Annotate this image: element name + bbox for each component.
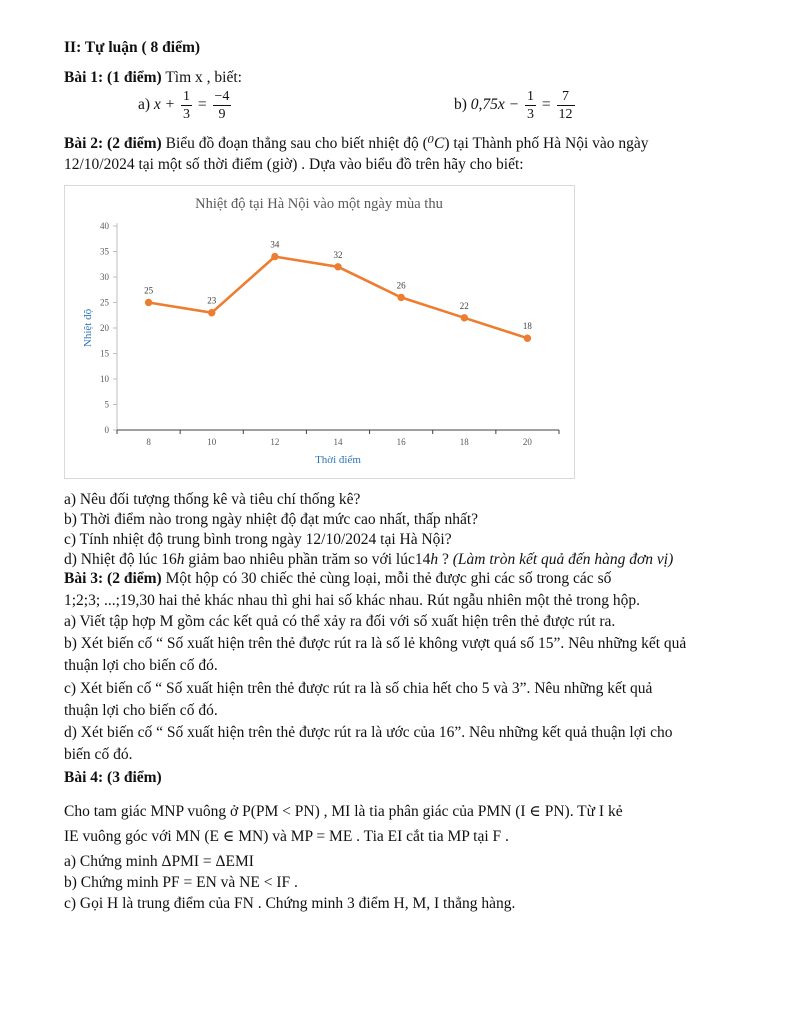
chart-y-axis-label: Nhiệt độ — [82, 308, 94, 348]
bai3-line5: thuận lợi cho biến cố đó. — [64, 657, 218, 674]
bai1-a-eq: = — [197, 96, 207, 114]
bai1-b-eq: = — [541, 96, 551, 114]
bai3-line6: c) Xét biến cố “ Số xuất hiện trên thẻ được rút ra là số chia hết cho 5 và 3”. Nêu những kết quả — [64, 680, 653, 697]
bai1-a-frac1: $\frac{1}{3}$ — [183, 89, 191, 122]
bai2-label: Bài 2: (2 điểm) — [64, 135, 162, 152]
chart-data-label: 23 — [207, 295, 217, 306]
chart-data-label: 18 — [522, 321, 532, 332]
chart-x-tick-label: 18 — [459, 437, 469, 447]
chart-y-tick-label: 20 — [100, 323, 109, 333]
bai3-line4: b) Xét biến cố “ Số xuất hiện trên thẻ được rút ra là số lẻ không vượt quá số 15”. Nêu những kết quả — [64, 635, 687, 652]
chart-data-label: 34 — [270, 239, 280, 250]
bai3-line9: biến cố đó. — [64, 746, 133, 763]
bai4-line3: a) Chứng minh ΔPMI = ΔEMI — [64, 853, 254, 870]
bai2-question-a: a) Nêu đối tượng thống kê và tiêu chí thống kê? — [64, 491, 361, 508]
bai3-line7: thuận lợi cho biến cố đó. — [64, 702, 218, 719]
bai4-line2: IE vuông góc với MN (E ∈ MN) và MP = ME . Tia EI cắt tia MP tại F . — [64, 828, 509, 845]
chart-x-axis-label: Thời điểm — [315, 454, 361, 466]
bai3-line2: 1;2;3; ...;19,30 hai thẻ khác nhau thì ghi hai số khác nhau. Rút ngẫu nhiên một thẻ trong hộp. — [64, 592, 640, 609]
bai2-text2: ) tại Thành phố Hà Nội vào ngày — [444, 135, 649, 152]
bai1-b-frac2: $\frac{7}{12}$ — [558, 89, 573, 122]
bai1-intro: Tìm x , biết: — [161, 69, 242, 86]
chart-marks — [100, 221, 559, 447]
chart-data-point — [524, 335, 530, 341]
bai1-label: Bài 1: (1 điểm) — [64, 69, 162, 86]
chart-data-label: 32 — [333, 249, 343, 260]
chart-y-tick-label: 10 — [100, 374, 109, 384]
chart-data-point — [145, 299, 151, 305]
bai3-line8: d) Xét biến cố “ Số xuất hiện trên thẻ được rút ra là ước của 16”. Nêu những kết quả thuận lợi cho — [64, 724, 673, 741]
temperature-line-chart-svg — [65, 186, 574, 478]
bai2-unit: ⁰C — [427, 135, 445, 152]
bai4-line4: b) Chứng minh PF = EN và NE < IF . — [64, 874, 298, 891]
section-title: II: Tự luận ( 8 điểm) — [64, 39, 201, 56]
temperature-chart — [64, 185, 575, 479]
chart-x-tick-label: 12 — [270, 437, 280, 447]
bai4-line5: c) Gọi H là trung điểm của FN . Chứng minh 3 điểm H, M, I thẳng hàng. — [64, 895, 516, 912]
chart-x-tick-label: 8 — [146, 437, 151, 447]
bai2-question-b: b) Thời điểm nào trong ngày nhiệt độ đạt mức cao nhất, thấp nhất? — [64, 511, 479, 528]
chart-data-point — [335, 264, 341, 270]
chart-y-tick-label: 0 — [104, 425, 109, 435]
chart-y-tick-label: 35 — [100, 246, 109, 257]
chart-y-tick-label: 40 — [100, 221, 109, 231]
bai3-label: Bài 3: (2 điểm) — [64, 570, 162, 587]
bai1-b-expr: 0,75x − — [470, 96, 520, 114]
bai1-equation-b — [454, 88, 577, 123]
bai2-question-c: c) Tính nhiệt độ trung bình trong ngày 12/10/2024 tại Hà Nội? — [64, 531, 452, 548]
bai1-a-frac2: $\frac{-4}{9}$ — [214, 89, 230, 122]
bai3-line3: a) Viết tập hợp M gồm các kết quả có thể xảy ra đối với số xuất hiện trên thẻ được rút ra. — [64, 613, 616, 630]
bai4-line1: Cho tam giác MNP vuông ở P(PM < PN) , MI là tia phân giác của PMN (I ∈ PN). Từ I kẻ — [64, 803, 623, 820]
chart-x-tick-label: 20 — [522, 437, 532, 447]
bai1-equation-a — [138, 88, 233, 123]
chart-data-label: 22 — [459, 300, 469, 311]
bai4-label: Bài 4: (3 điểm) — [64, 769, 162, 786]
chart-y-tick-label: 5 — [104, 399, 109, 410]
chart-title: Nhiệt độ tại Hà Nội vào một ngày mùa thu — [195, 196, 443, 212]
bai1-b-prefix: b) — [454, 96, 467, 114]
chart-y-tick-label: 25 — [100, 297, 109, 308]
bai1-a-prefix: a) — [138, 96, 151, 114]
chart-x-tick-label: 14 — [333, 437, 343, 447]
bai3-line1: Bài 3: (2 điểm) Một hộp có 30 chiếc thẻ cùng loại, mỗi thẻ được ghi các số trong các số — [64, 570, 612, 587]
chart-data-point — [398, 294, 404, 300]
chart-data-point — [461, 315, 467, 321]
chart-y-tick-label: 15 — [100, 348, 109, 359]
chart-data-label: 26 — [396, 280, 406, 291]
bai1-a-var: x + — [153, 96, 176, 114]
chart-y-tick-label: 30 — [100, 272, 109, 282]
bai1-header — [64, 68, 242, 88]
chart-data-label: 25 — [144, 285, 154, 296]
bai1-b-frac1: $\frac{1}{3}$ — [527, 89, 535, 122]
bai2-question-d: d) Nhiệt độ lúc 16h giảm bao nhiêu phần trăm so với lúc14h ? (Làm tròn kết quả đến hàng đơn vị) — [64, 551, 674, 568]
bai2-header — [64, 134, 649, 154]
chart-x-tick-label: 16 — [396, 437, 406, 447]
bai2-text1: Biểu đồ đoạn thẳng sau cho biết nhiệt độ ( — [161, 135, 428, 152]
bai2-question-d-note: (Làm tròn kết quả đến hàng đơn vị) — [452, 551, 674, 568]
chart-x-tick-label: 10 — [207, 437, 217, 447]
chart-data-point — [272, 253, 278, 259]
chart-data-point — [209, 310, 215, 316]
bai2-line2: 12/10/2024 tại một số thời điểm (giờ) . Dựa vào biểu đồ trên hãy cho biết: — [64, 156, 524, 173]
